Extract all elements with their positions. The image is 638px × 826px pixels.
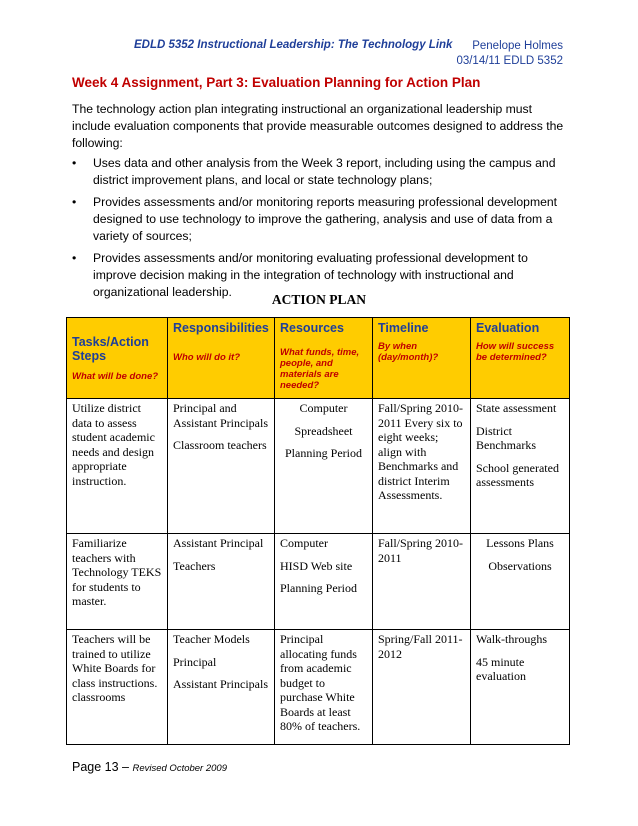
- cell-text: Assistant Principals: [173, 677, 268, 691]
- list-item: [72, 155, 564, 189]
- header-resources-label: Resources: [280, 321, 344, 335]
- header-tasks-label: Tasks/Action Steps: [72, 335, 149, 363]
- list-item-text: Provides assessments and/or monitoring reports measuring professional development designed to use technology to improve the gathering, analysis and use of data from a variety of sources;: [93, 195, 558, 243]
- cell-text: Assistant Principal: [173, 536, 264, 550]
- header-resources: [275, 318, 373, 399]
- header-timeline-label: Timeline: [378, 321, 429, 335]
- cell-text: HISD Web site: [280, 558, 353, 573]
- cell-text: 45 minute evaluation: [476, 654, 526, 683]
- cell-text: Principal: [173, 654, 217, 669]
- header-timeline-sub: By when (day/month)?: [378, 341, 439, 363]
- header-author-block: [456, 39, 563, 69]
- footer-revised: Revised October 2009: [132, 763, 227, 774]
- list-item: [72, 194, 564, 245]
- requirements-list: [72, 155, 564, 306]
- header-resources-sub: What funds, time, people, and materials are needed?: [280, 347, 360, 391]
- action-plan-table: [66, 317, 570, 745]
- header-responsibilities: [168, 318, 275, 399]
- header-responsibilities-label: Responsibilities: [173, 321, 269, 335]
- cell-text: Classroom teachers: [173, 438, 267, 452]
- cell-text: Principal and Assistant Principals: [173, 401, 268, 430]
- footer-page-number: Page 13 –: [72, 760, 133, 774]
- cell-evaluation: [471, 630, 570, 745]
- cell-task: [67, 399, 168, 534]
- bullet-icon: •: [72, 251, 77, 265]
- cell-resources: [275, 630, 373, 745]
- cell-text: Teachers: [173, 558, 216, 573]
- cell-text: Fall/Spring 2010-2011: [378, 536, 464, 565]
- cell-text: Teacher Models: [173, 632, 250, 646]
- cell-text: School generated assessments: [476, 460, 559, 489]
- header-timeline: [373, 318, 471, 399]
- header-course: EDLD 5352 Instructional Leadership: The Technology Link: [134, 39, 453, 51]
- header-evaluation: [471, 318, 570, 399]
- header-author: Penelope Holmes: [472, 40, 563, 52]
- cell-responsibility: [168, 399, 275, 534]
- cell-text: Computer: [280, 536, 328, 550]
- cell-text: Planning Period: [280, 581, 357, 595]
- header-date-course: 03/14/11 EDLD 5352: [456, 55, 563, 67]
- cell-responsibility: [168, 630, 275, 745]
- cell-responsibility: [168, 534, 275, 630]
- table-header-row: [67, 318, 570, 399]
- cell-evaluation: [471, 534, 570, 630]
- cell-text: District Benchmarks: [476, 423, 536, 452]
- header-evaluation-label: Evaluation: [476, 321, 540, 335]
- cell-text: Spreadsheet: [294, 423, 353, 438]
- cell-text: Lessons Plans: [486, 536, 554, 550]
- table-row: [67, 630, 570, 745]
- assignment-title: Week 4 Assignment, Part 3: Evaluation Planning for Action Plan: [72, 75, 481, 90]
- cell-text: Computer: [299, 401, 348, 415]
- table-row: [67, 534, 570, 630]
- bullet-icon: •: [72, 156, 77, 170]
- cell-resources: [275, 534, 373, 630]
- cell-text: Spring/Fall 2011-2012: [378, 632, 463, 661]
- action-plan-title: ACTION PLAN: [271, 292, 367, 307]
- table-row: [67, 399, 570, 534]
- bullet-icon: •: [72, 195, 77, 209]
- cell-timeline: [373, 630, 471, 745]
- cell-text: Walk-throughs: [476, 632, 548, 646]
- header-evaluation-sub: How will success be determined?: [476, 341, 555, 363]
- header-tasks: [67, 318, 168, 399]
- header-tasks-sub: What will be done?: [72, 371, 159, 382]
- cell-evaluation: [471, 399, 570, 534]
- cell-text: Familiarize teachers with Technology TEKS for students to master.: [72, 536, 162, 608]
- cell-timeline: [373, 534, 471, 630]
- list-item-text: Uses data and other analysis from the Week 3 report, including using the campus and district improvement plans, and local or state technology plans;: [93, 156, 556, 187]
- cell-resources: [275, 399, 373, 534]
- list-item-text: Provides assessments and/or monitoring evaluating professional development to improve decision making in the integration of technology with instructional and organizational leadership.: [93, 251, 528, 299]
- cell-text: Teachers will be trained to utilize White Boards for class instructions. classrooms: [72, 632, 158, 704]
- cell-text: Observations: [488, 558, 552, 573]
- page-footer: [72, 760, 227, 774]
- cell-timeline: [373, 399, 471, 534]
- cell-text: Utilize district data to assess student academic needs and design appropriate instruction.: [72, 401, 155, 488]
- header-responsibilities-sub: Who will do it?: [173, 352, 241, 363]
- cell-text: Planning Period: [285, 446, 362, 460]
- cell-text: Principal allocating funds from academic budget to purchase White Boards at least 80% of teachers.: [280, 632, 361, 733]
- intro-paragraph: The technology action plan integrating instructional an organizational leadership must include evaluation components that provide measurable outcomes designed to address the following:: [72, 102, 564, 150]
- cell-text: State assessment: [476, 401, 557, 415]
- cell-text: Fall/Spring 2010-2011 Every six to eight weeks; align with Benchmarks and district Interim Assessments.: [378, 401, 464, 502]
- cell-task: [67, 534, 168, 630]
- cell-task: [67, 630, 168, 745]
